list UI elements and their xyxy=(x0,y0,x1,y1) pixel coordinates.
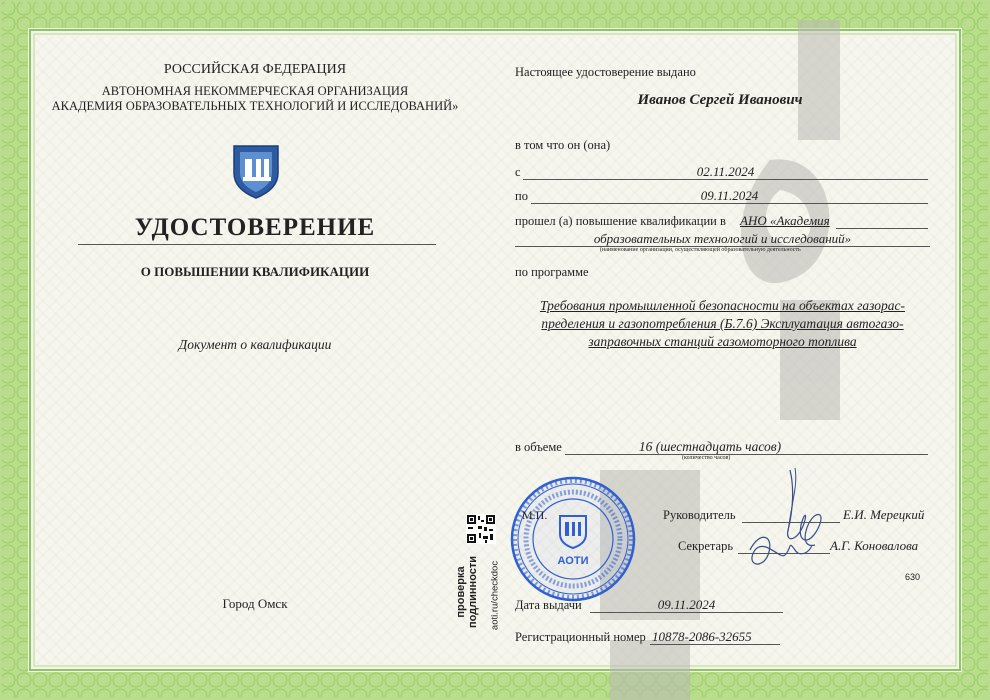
issue-date: 09.11.2024 xyxy=(657,597,716,612)
from-date: 02.11.2024 xyxy=(696,164,755,179)
that-label: в том что он (она) xyxy=(515,138,611,152)
head-label: Руководитель xyxy=(663,508,736,522)
stamp-center-text: АОТИ xyxy=(557,555,589,567)
title-underline xyxy=(78,244,436,245)
from-label: с xyxy=(515,165,521,179)
program-line-1: Требования промышленной безопасности на объектах газорас- xyxy=(540,298,905,313)
verify-caption xyxy=(455,537,479,647)
secretary-label: Секретарь xyxy=(678,539,734,553)
form-code: 630 xyxy=(905,572,921,582)
to-label: по xyxy=(515,189,528,203)
secretary-name: А.Г. Коновалова xyxy=(830,538,919,553)
verify-url[interactable]: aoti.ru/checkdoc xyxy=(489,560,501,631)
org-caption: (наименование организации, осуществляющей образовательную деятельность xyxy=(600,247,801,253)
issue-label: Дата выдачи xyxy=(515,598,582,612)
org-line-2: АКАДЕМИЯ ОБРАЗОВАТЕЛЬНЫХ ТЕХНОЛОГИЙ И ИССЛЕДОВАНИЙ» xyxy=(51,99,459,113)
org-name-1: АНО «Академия xyxy=(740,213,830,228)
signatures-graphic xyxy=(740,460,860,585)
document-title: УДОСТОВЕРЕНИЕ xyxy=(134,214,376,241)
org-line-1: АВТОНОМНАЯ НЕКОММЕРЧЕСКАЯ ОРГАНИЗАЦИЯ xyxy=(101,84,409,98)
official-stamp xyxy=(510,476,636,602)
holder-name: Иванов Сергей Иванович xyxy=(637,92,803,108)
issued-to-label: Настоящее удостоверение выдано xyxy=(515,65,696,79)
document-type: Документ о квалификации xyxy=(178,337,332,352)
reg-number: 10878-2086-32655 xyxy=(652,629,752,644)
academy-emblem-icon xyxy=(231,143,281,199)
program-line-3: заправочных станций газомоторного топлива xyxy=(588,334,857,349)
to-date: 09.11.2024 xyxy=(700,188,759,203)
head-name: Е.И. Мерецкий xyxy=(843,507,925,522)
city: Город Омск xyxy=(222,596,288,611)
volume-label: в объеме xyxy=(515,440,562,454)
verify-line-2: подлинности xyxy=(467,555,479,629)
volume-value: 16 (шестнадцать часов) xyxy=(638,439,782,454)
verify-line-1: проверка xyxy=(455,566,467,618)
volume-caption: (количество часов) xyxy=(682,455,731,461)
program-label: по программе xyxy=(515,265,589,279)
org-name-2: образовательных технологий и исследований» xyxy=(593,231,852,246)
program-text xyxy=(510,297,935,351)
program-line-2: пределения и газопотребления (Б.7.6) Эксплуатация автогазо- xyxy=(541,316,904,331)
passed-label: прошел (а) повышение квалификации в xyxy=(515,214,726,228)
document-subtitle: О ПОВЫШЕНИИ КВАЛИФИКАЦИИ xyxy=(140,264,370,279)
country-name: РОССИЙСКАЯ ФЕДЕРАЦИЯ xyxy=(163,62,347,77)
mp-label: М.П. xyxy=(522,508,548,522)
org-line-a xyxy=(836,228,928,229)
reg-label: Регистрационный номер xyxy=(515,630,646,644)
